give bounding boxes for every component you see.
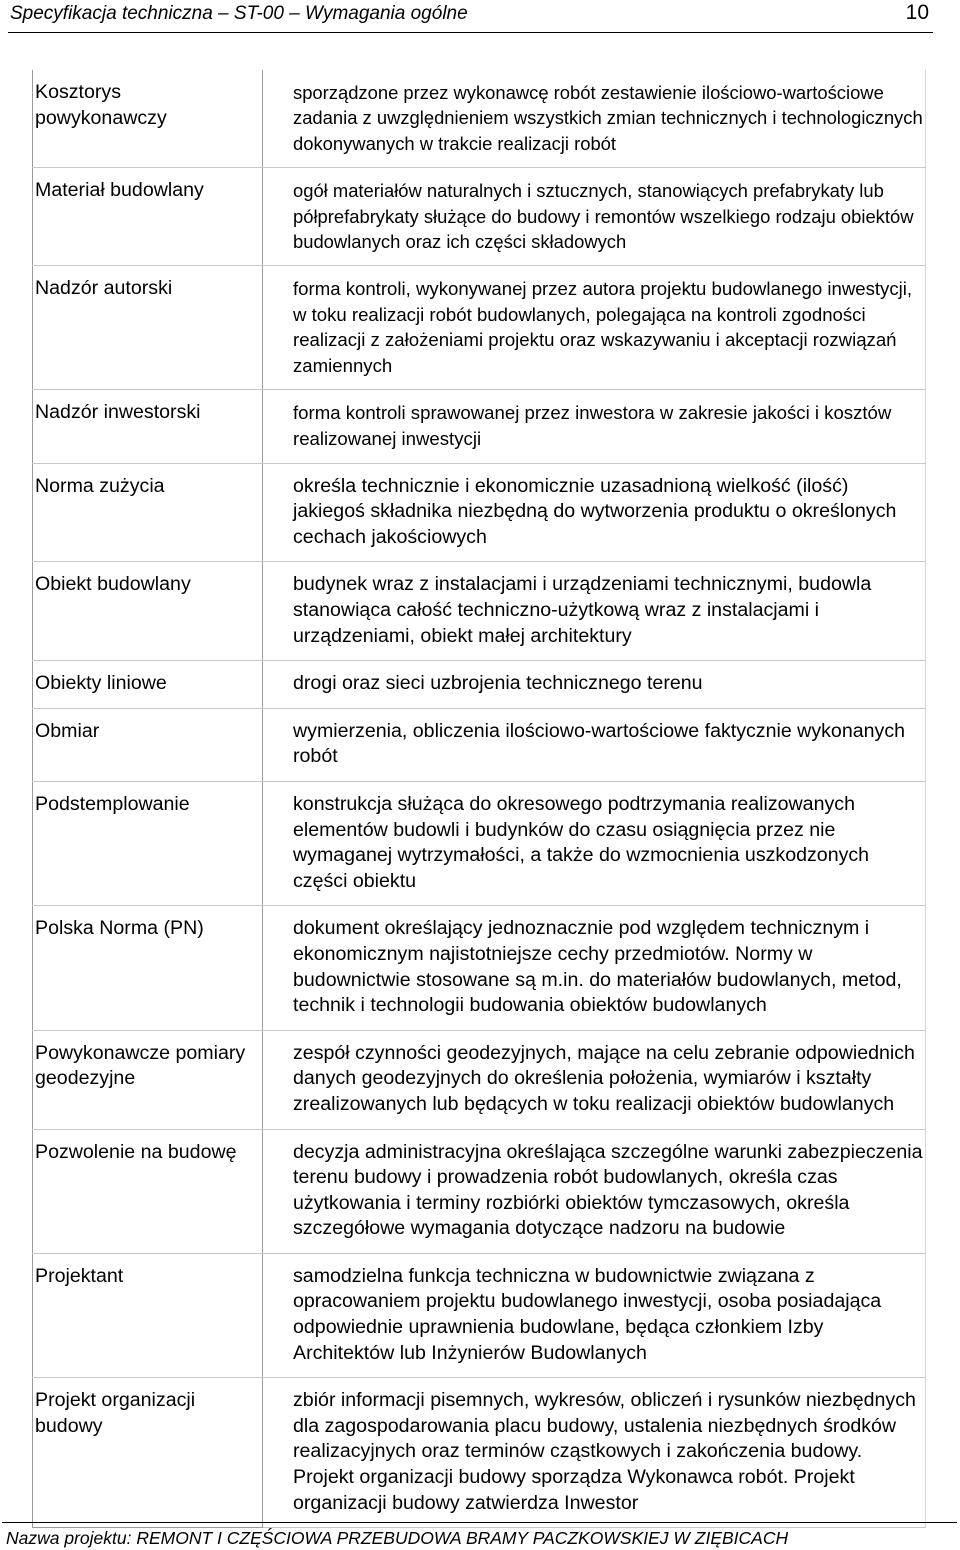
definition-text: decyzja administracyjna określająca szczególne warunki zabezpieczenia terenu budowy i prowadzenia robót budowlanych, określa czas użytkowania i terminy rozbiórki obiektów tymczasowych, określa szczegółowe wymagania dotyczące nadzoru na budowie (263, 1129, 926, 1253)
table-row (33, 266, 926, 390)
definition-text: ogół materiałów naturalnych i sztucznych, stanowiących prefabrykaty lub półprefabrykaty służące do budowy i remontów wszelkiego rodzaju obiektów budowlanych oraz ich części składowych (263, 168, 926, 266)
definition-text: zespół czynności geodezyjnych, mające na celu zebranie odpowiednich danych geodezyjnych do określenia położenia, wymiarów i kształty zrealizowanych lub będących w toku realizacji obiektów budowlanych (263, 1030, 926, 1129)
definition-term: Kosztorys powykonawczy (33, 70, 263, 168)
page-number: 10 (905, 1, 929, 24)
definition-term: Powykonawcze pomiary geodezyjne (33, 1030, 263, 1129)
definition-term: Materiał budowlany (33, 168, 263, 266)
definition-term: Projekt organizacji budowy (33, 1378, 263, 1528)
definition-text: określa technicznie i ekonomicznie uzasadnioną wielkość (ilość) jakiegoś składnika niezbędną do wytworzenia produktu o określonych cechach jakościowych (263, 463, 926, 562)
definition-text: forma kontroli, wykonywanej przez autora projektu budowlanego inwestycji, w toku realizacji robót budowlanych, polegająca na kontroli zgodności realizacji z założeniami projektu oraz wskazywaniu i akceptacji rozwiązań zamiennych (263, 266, 926, 390)
definition-text: samodzielna funkcja techniczna w budownictwie związana z opracowaniem projektu budowlanego inwestycji, osoba posiadająca odpowiednie uprawnienia budowlane, będąca członkiem Izby Architektów lub Inżynierów Budowlanych (263, 1253, 926, 1377)
document-title: Specyfikacja techniczna – ST-00 – Wymagania ogólne (10, 3, 468, 24)
table-row (33, 168, 926, 266)
table-row (33, 708, 926, 781)
page-header (8, 0, 933, 33)
definition-term: Polska Norma (PN) (33, 906, 263, 1030)
definition-term: Podstemplowanie (33, 781, 263, 905)
table-row (33, 70, 926, 168)
table-row (33, 390, 926, 463)
definition-text: sporządzone przez wykonawcę robót zestawienie ilościowo-wartościowe zadania z uwzględnieniem wszystkich zmian technicznych i technologicznych dokonywanych w trakcie realizacji robót (263, 70, 926, 168)
definition-term: Pozwolenie na budowę (33, 1129, 263, 1253)
definition-text: dokument określający jednoznacznie pod względem technicznym i ekonomicznym najistotniejsze cechy przedmiotów. Normy w budownictwie stosowane są m.in. do materiałów budowlanych, metod, technik i technologii budowania obiektów budowlanych (263, 906, 926, 1030)
definition-term: Obmiar (33, 708, 263, 781)
table-row (33, 781, 926, 905)
table-row (33, 1129, 926, 1253)
definition-term: Norma zużycia (33, 463, 263, 562)
table-row (33, 1030, 926, 1129)
definitions-table (32, 70, 926, 1528)
definition-text: budynek wraz z instalacjami i urządzeniami technicznymi, budowla stanowiąca całość techniczno-użytkową wraz z instalacjami i urządzeniami, obiekt małej architektury (263, 562, 926, 661)
definition-term: Obiekty liniowe (33, 661, 263, 709)
definition-text: wymierzenia, obliczenia ilościowo-wartościowe faktycznie wykonanych robót (263, 708, 926, 781)
table-row (33, 562, 926, 661)
definition-term: Obiekt budowlany (33, 562, 263, 661)
definition-text: drogi oraz sieci uzbrojenia technicznego terenu (263, 661, 926, 709)
table-row (33, 1253, 926, 1377)
definition-text: forma kontroli sprawowanej przez inwestora w zakresie jakości i kosztów realizowanej inwestycji (263, 390, 926, 463)
table-row (33, 906, 926, 1030)
table-row (33, 661, 926, 709)
table-row (33, 1378, 926, 1528)
definition-term: Nadzór autorski (33, 266, 263, 390)
definition-text: zbiór informacji pisemnych, wykresów, obliczeń i rysunków niezbędnych dla zagospodarowania placu budowy, ustalenia niezbędnych środków realizacyjnych oraz terminów cząstkowych i zakończenia budowy. Projekt organizacji budowy sporządza Wykonawca robót. Projekt organizacji budowy zatwierdza Inwestor (263, 1378, 926, 1528)
page-footer (2, 1522, 957, 1550)
definition-term: Nadzór inwestorski (33, 390, 263, 463)
definition-text: konstrukcja służąca do okresowego podtrzymania realizowanych elementów budowli i budynków do czasu osiągnięcia przez nie wymaganej wytrzymałości, a także do wzmocnienia uszkodzonych części obiektu (263, 781, 926, 905)
definition-term: Projektant (33, 1253, 263, 1377)
project-name: Nazwa projektu: REMONT I CZĘŚCIOWA PRZEBUDOWA BRAMY PACZKOWSKIEJ W ZIĘBICACH (6, 1528, 789, 1548)
table-row (33, 463, 926, 562)
